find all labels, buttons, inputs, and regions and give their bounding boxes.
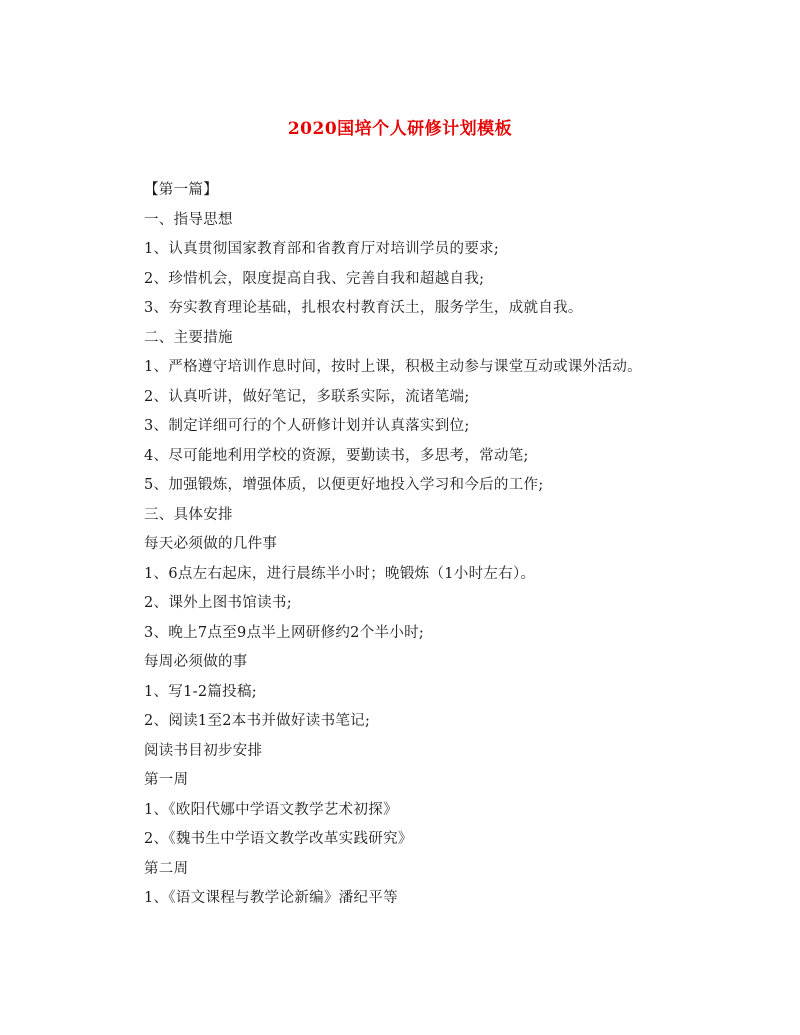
text-line: 2、珍惜机会，限度提高自我、完善自我和超越自我; — [144, 270, 485, 287]
subheading-reading-list: 阅读书目初步安排 — [144, 742, 263, 759]
text-line: 5、加强锻炼，增强体质，以便更好地投入学习和今后的工作; — [144, 477, 544, 493]
text-line: 2、认真听讲，做好笔记，多联系实际，流诸笔端; — [144, 388, 470, 405]
text-line: 4、尽可能地利用学校的资源，要勤读书，多思考，常动笔; — [144, 447, 529, 464]
text-line: 3、夯实教育理论基础，扎根农村教育沃土，服务学生，成就自我。 — [144, 300, 583, 316]
text-line: 1、《语文课程与教学论新编》潘纪平等 — [144, 890, 398, 906]
text-line: 2、阅读1至2本书并做好读书笔记; — [144, 713, 371, 729]
subheading-week-one: 第一周 — [144, 772, 189, 788]
text-line: 1、6点左右起床，进行晨练半小时；晚锻炼（1小时左右）。 — [144, 565, 536, 582]
section-label: 【第一篇】 — [144, 182, 218, 198]
text-line: 1、认真贯彻国家教育部和省教育厅对培训学员的要求; — [144, 241, 500, 257]
heading-main-measures: 二、主要措施 — [144, 329, 233, 346]
document-body — [144, 176, 704, 914]
text-line: 3、晚上7点至9点半上网研修约2个半小时; — [144, 624, 425, 641]
text-line: 1、严格遵守培训作息时间，按时上课，积极主动参与课堂互动或课外活动。 — [144, 359, 642, 375]
text-line: 3、制定详细可行的个人研修计划并认真落实到位; — [144, 418, 470, 434]
text-line: 1、写1-2篇投稿; — [144, 683, 257, 700]
subheading-daily: 每天必须做的几件事 — [144, 536, 278, 552]
subheading-weekly: 每周必须做的事 — [144, 654, 248, 670]
text-line: 2、《魏书生中学语文教学改革实践研究》 — [144, 831, 413, 847]
document-title: 2020国培个人研修计划模板 — [287, 119, 513, 139]
heading-specific-arrangement: 三、具体安排 — [144, 506, 233, 523]
subheading-week-two: 第二周 — [144, 860, 189, 877]
text-line: 2、课外上图书馆读书; — [144, 595, 292, 611]
heading-guiding-thought: 一、指导思想 — [144, 211, 233, 228]
text-line: 1、《欧阳代娜中学语文教学艺术初探》 — [144, 801, 398, 818]
